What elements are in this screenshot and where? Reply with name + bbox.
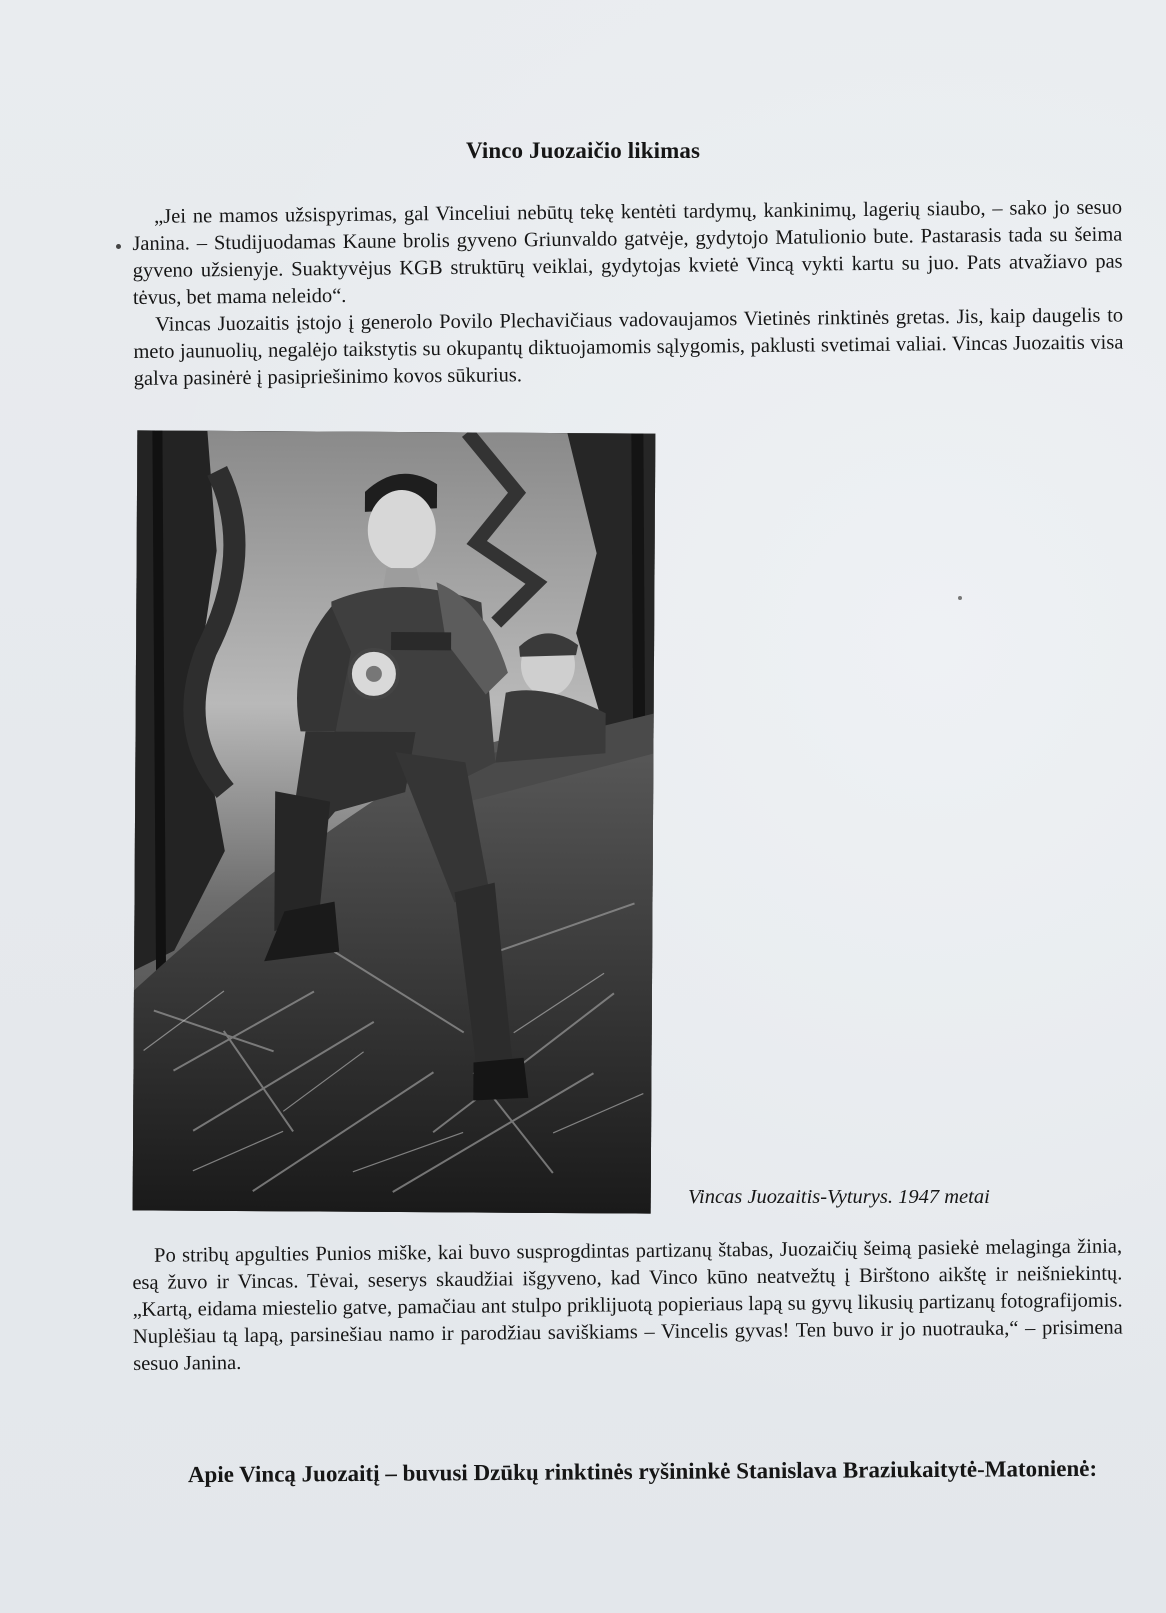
- photo-image: [133, 430, 656, 1213]
- paragraph-quote: „Jei ne mamos užsispyrimas, gal Vinceliui nebūtų tekę kentėti tardymų, kankinimų, lagerių siaubo, – sako jo sesuo Janina. – Studijuodamas Kaune brolis gyveno Griunvaldo gatvėje, gydytojo Matulionio bute. Pastarasis tada su šeima gyveno užsienyje. Suaktyvėjus KGB struktūrų veiklai, gydytojas kvietė Vincą vykti kartu su juo. Pats atvažiavo pas tėvus, bet mama neleido“.: [132, 196, 1123, 309]
- scan-speck: [116, 244, 121, 249]
- scan-speck: [958, 596, 962, 600]
- paragraph-survival: Po stribų apgulties Punios miške, kai buvo susprogdintas partizanų štabas, Juozaičių šeimą pasiekė melaginga žinia, esą žuvo ir Vincas. Tėvai, seserys skaudžiai išgyveno, kad Vinco kūno neatvežtų į Birštono aikštę ir neišniekintų. „Kartą, eidama miestelio gatve, pamačiau ant stulpo priklijuotą popieriaus lapą su gyvų likusių partizanų fotografijomis. Nuplėšiau tą lapą, parsinešiau namo ir parodžiau saviškiams – Vincelis gyvas! Ten buvo ir jo nuotrauka,“ – prisimena sesuo Janina.: [132, 1235, 1123, 1375]
- intro-text: [132, 194, 1124, 392]
- photo-caption: Vincas Juozaitis-Vyturys. 1947 metai: [688, 1186, 990, 1208]
- partisan-photograph: [133, 430, 656, 1213]
- story-text: [132, 1233, 1123, 1377]
- section-subtitle: Apie Vincą Juozaitį – buvusi Dzūkų rinktinės ryšininkė Stanislava Braziukaitytė-Matonienė:: [187, 1455, 1098, 1488]
- document-title: Vinco Juozaičio likimas: [465, 138, 700, 163]
- paragraph-resistance: Vincas Juozaitis įstojo į generolo Povilo Plechavičiaus vadovaujamos Vietinės rinktinės gretas. Jis, kaip daugelis to meto jaunuolių, negalėjo taikstytis su okupantų diktuojamomis sąlygomis, paklusti svetimai valiai. Vincas Juozaitis visa galva pasinėrė į pasipriešinimo kovos sūkurius.: [133, 304, 1124, 390]
